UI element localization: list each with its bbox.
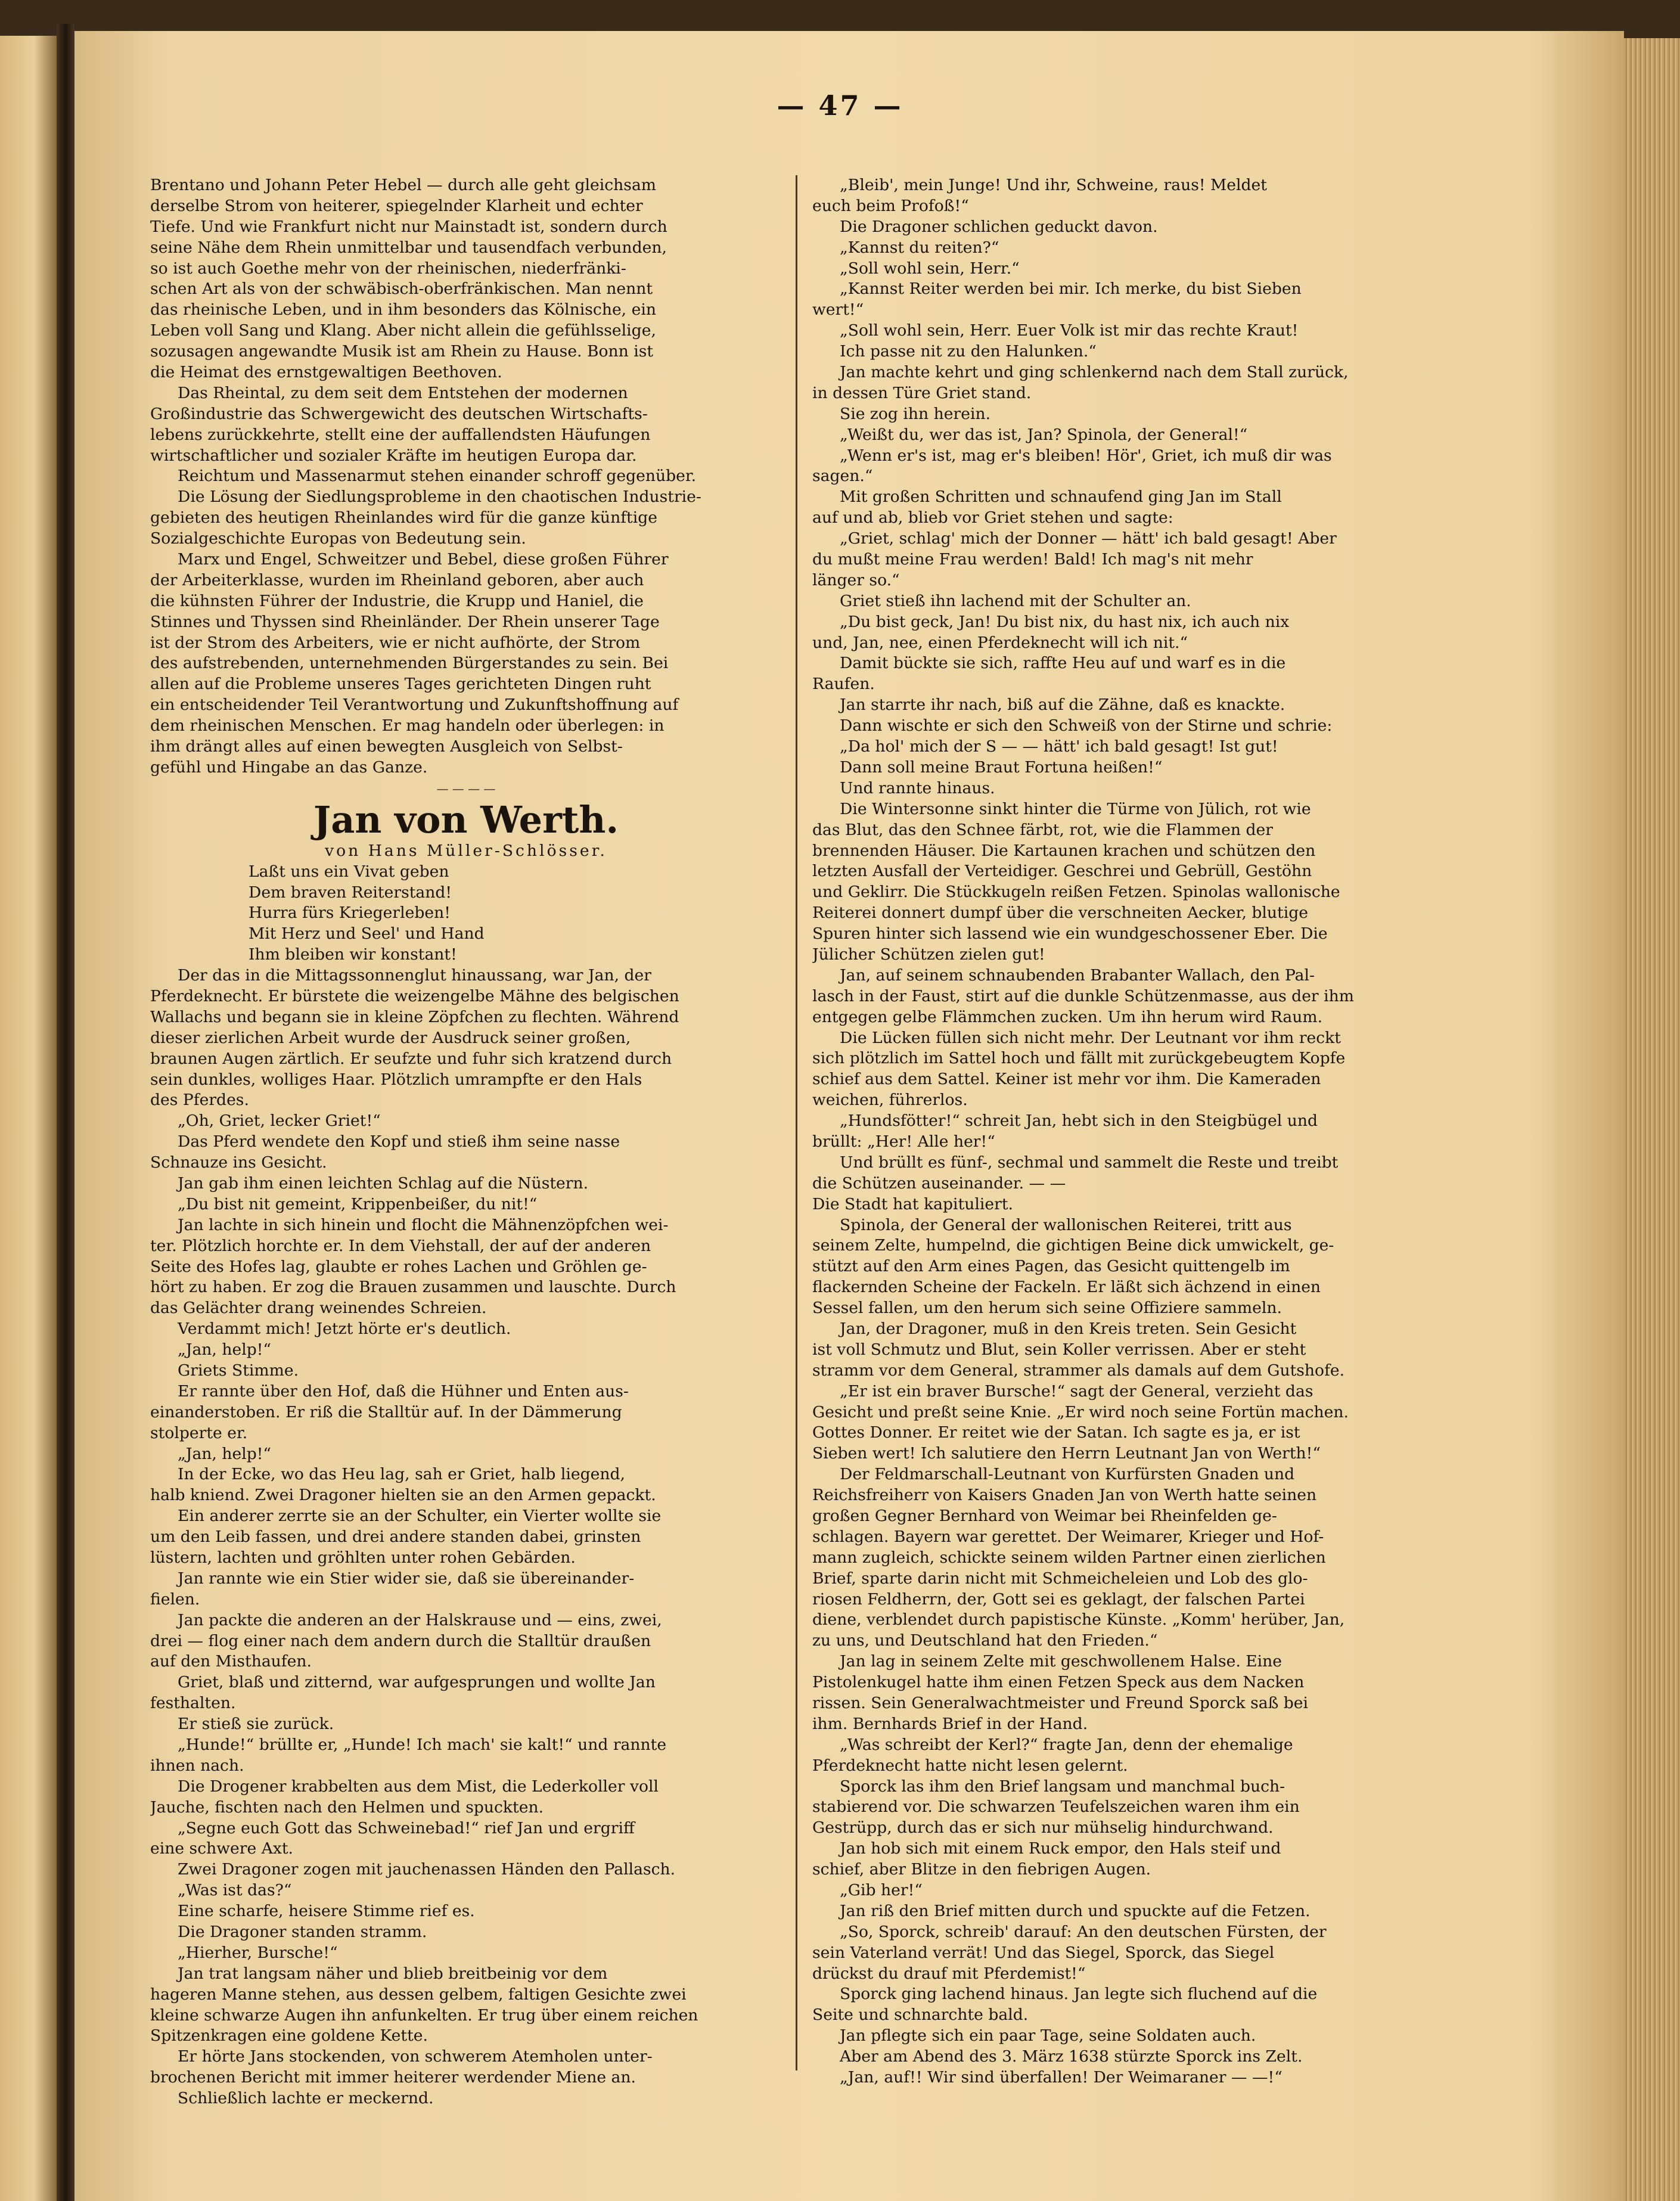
text-line: diene, verblendet durch papistische Künste. „Komm' herüber, Jan, — [812, 1610, 1345, 1629]
text-line: Dann soll meine Braut Fortuna heißen!“ — [840, 758, 1163, 777]
text-line: „Jan, help!“ — [178, 1340, 272, 1359]
text-line: Tiefe. Und wie Frankfurt nicht nur Mainstadt ist, sondern durch — [150, 217, 667, 236]
text-line: „Da hol' mich der S — — hätt' ich bald gesagt! Ist gut! — [840, 737, 1278, 756]
text-line: Sporck las ihm den Brief langsam und manchmal buch- — [840, 1777, 1285, 1796]
text-line: Laßt uns ein Vivat geben — [249, 862, 449, 881]
text-line: großen Gegner Bernhard von Weimar bei Rheinfelden ge- — [812, 1507, 1277, 1525]
text-line: Jan lag in seinem Zelte mit geschwollenem Halse. Eine — [840, 1652, 1282, 1671]
page-stack-edge — [1624, 38, 1680, 2201]
text-line: Ihm bleiben wir konstant! — [249, 945, 457, 964]
text-line: ist voll Schmutz und Blut, sein Koller verrissen. Aber er steht — [812, 1340, 1306, 1359]
text-line: Eine scharfe, heisere Stimme rief es. — [178, 1902, 475, 1921]
text-line: Der das in die Mittagssonnenglut hinaussang, war Jan, der — [178, 966, 651, 985]
text-line: Sessel fallen, um den herum sich seine Offiziere sammeln. — [812, 1299, 1282, 1318]
text-line: „Jan, help!“ — [178, 1444, 272, 1463]
text-line: Er rannte über den Hof, daß die Hühner und Enten aus- — [178, 1382, 629, 1401]
text-line: drückst du drauf mit Pferdemist!“ — [812, 1964, 1086, 1983]
text-line: Griet stieß ihn lachend mit der Schulter an. — [840, 591, 1191, 610]
text-line: die Schützen auseinander. — — — [812, 1174, 1066, 1193]
column-divider — [796, 175, 797, 2070]
text-line: Ich passe nit zu den Halunken.“ — [840, 342, 1097, 361]
text-line: länger so.“ — [812, 570, 900, 589]
text-line: seinem Zelte, humpelnd, die gichtigen Beine dick umwickelt, ge- — [812, 1236, 1334, 1255]
text-line: „Jan, auf!! Wir sind überfallen! Der Weimaraner — —!“ — [840, 2068, 1282, 2087]
text-line: Reichtum und Massenarmut stehen einander schroff gegenüber. — [178, 467, 697, 486]
text-line: des Pferdes. — [150, 1091, 249, 1110]
text-line: Jan rannte wie ein Stier wider sie, daß sie übereinander- — [178, 1569, 635, 1588]
text-line: Jan, der Dragoner, muß in den Kreis treten. Sein Gesicht — [840, 1319, 1297, 1338]
text-line: Seite des Hofes lag, glaubte er rohes Lachen und Gröhlen ge- — [150, 1257, 647, 1276]
text-line: braunen Augen zärtlich. Er seufzte und fuhr sich kratzend durch — [150, 1049, 672, 1068]
text-line: Brentano und Johann Peter Hebel — durch alle geht gleichsam — [150, 176, 657, 194]
text-line: sein dunkles, wolliges Haar. Plötzlich umrampfte er den Hals — [150, 1070, 642, 1089]
text-line: ter. Plötzlich horchte er. In dem Viehstall, der auf der anderen — [150, 1236, 651, 1255]
text-line: stabierend vor. Die schwarzen Teufelszeichen waren ihm ein — [812, 1798, 1300, 1817]
text-line: Mit Herz und Seel' und Hand — [249, 924, 485, 943]
text-line: sein Vaterland verrät! Und das Siegel, Sporck, das Siegel — [812, 1943, 1275, 1962]
text-line: stützt auf den Arm eines Pagen, das Gesicht quittengelb im — [812, 1257, 1290, 1276]
text-line: Großindustrie das Schwergewicht des deutschen Wirtschafts- — [150, 404, 648, 423]
text-line: Jan starrte ihr nach, biß auf die Zähne, daß es knackte. — [840, 696, 1285, 715]
text-line: Ein anderer zerrte sie an der Schulter, ein Vierter wollte sie — [178, 1507, 662, 1526]
text-line: hört zu haben. Er zog die Brauen zusammen und lauschte. Durch — [150, 1278, 676, 1297]
text-line: seine Nähe dem Rhein unmittelbar und tausendfach verbunden, — [150, 238, 667, 257]
text-line: Die Dragoner schlichen geduckt davon. — [840, 217, 1158, 236]
text-line: rissen. Sein Generalwachtmeister und Freund Sporck saß bei — [812, 1694, 1309, 1713]
text-line: schief aus dem Sattel. Keiner ist mehr vor ihm. Die Kameraden — [812, 1070, 1321, 1089]
text-line: Zwei Dragoner zogen mit jauchenassen Händen den Pallasch. — [178, 1860, 676, 1879]
text-line: das Blut, das den Schnee färbt, rot, wie die Flammen der — [812, 820, 1273, 839]
text-line: Pistolenkugel hatte ihm einen Fetzen Speck aus dem Nacken — [812, 1673, 1305, 1692]
text-line: „Bleib', mein Junge! Und ihr, Schweine, raus! Meldet — [840, 176, 1267, 194]
text-line: halb kniend. Zwei Dragoner hielten sie an den Armen gepackt. — [150, 1486, 656, 1505]
text-line: Dann wischte er sich den Schweiß von der Stirne und schrie: — [840, 716, 1333, 735]
text-line: Griet, blaß und zitternd, war aufgesprungen und wollte Jan — [178, 1673, 656, 1692]
book-spine — [57, 24, 74, 2201]
text-line: Sozialgeschichte Europas von Bedeutung sein. — [150, 529, 526, 548]
story-continuation — [812, 175, 1438, 2088]
text-line: Spuren hinter sich lassend wie ein wundgeschossener Eber. Die — [812, 924, 1328, 943]
text-line: Hurra fürs Kriegerleben! — [249, 904, 451, 923]
text-line: Reiterei donnert dumpf über die verschneiten Aecker, blutige — [812, 904, 1308, 923]
section-separator: — — — — — [436, 781, 496, 796]
text-line: Und brüllt es fünf-, sechmal und sammelt die Reste und treibt — [840, 1153, 1339, 1172]
text-line: Brief, sparte darin nicht mit Schmeicheleien und Lob des glo- — [812, 1569, 1308, 1588]
text-line: Die Dragoner standen stramm. — [178, 1923, 427, 1942]
text-line: brochenen Bericht mit immer heiterer werdender Miene an. — [150, 2068, 636, 2087]
text-line: „Gib her!“ — [840, 1881, 923, 1900]
text-line: Jan hob sich mit einem Ruck empor, den Hals steif und — [840, 1839, 1281, 1858]
text-line: zu uns, und Deutschland hat den Frieden.“ — [812, 1631, 1158, 1650]
text-line: flackernden Scheine der Fackeln. Er läßt sich ächzend in einen — [812, 1278, 1321, 1297]
text-line: des aufstrebenden, unternehmenden Bürgerstandes zu sein. Bei — [150, 654, 669, 673]
text-line: gefühl und Hingabe an das Ganze. — [150, 758, 428, 777]
text-line: festhalten. — [150, 1694, 236, 1713]
text-line: weichen, führerlos. — [812, 1091, 968, 1110]
text-line: Seite und schnarchte bald. — [812, 2006, 1029, 2025]
text-line: In der Ecke, wo das Heu lag, sah er Griet, halb liegend, — [178, 1465, 625, 1484]
text-line: euch beim Profoß!“ — [812, 196, 969, 215]
text-line: die Heimat des ernstgewaltigen Beethoven. — [150, 363, 502, 382]
text-line: ist der Strom des Arbeiters, wie er nicht aufhörte, der Strom — [150, 633, 641, 652]
text-line: mann zugleich, schickte seinem wilden Partner einen zierlichen — [812, 1548, 1326, 1567]
text-line: letzten Ausfall der Verteidiger. Geschrei und Gebrüll, Gestöhn — [812, 862, 1312, 881]
text-line: eine schwere Axt. — [150, 1839, 293, 1858]
text-line: wirtschaftlicher und sozialer Kräfte im heutigen Europa dar. — [150, 446, 637, 465]
text-line: „Griet, schlag' mich der Donner — hätt' ich bald gesagt! Aber — [840, 529, 1337, 548]
story-text — [150, 966, 782, 2109]
text-line: wert!“ — [812, 300, 864, 319]
text-line: Reichsfreiherr von Kaisers Gnaden Jan von Werth hatte seinen — [812, 1486, 1317, 1505]
text-line: Sie zog ihn herein. — [840, 404, 991, 423]
text-line: schen Art als von der schwäbisch-oberfränkischen. Man nennt — [150, 280, 653, 299]
text-line: die kühnsten Führer der Industrie, die Krupp und Haniel, die — [150, 591, 644, 610]
text-line: lüstern, lachten und gröhlten unter rohen Gebärden. — [150, 1548, 576, 1567]
text-line: drei — flog einer nach dem andern durch die Stalltür draußen — [150, 1631, 651, 1650]
text-line: fielen. — [150, 1590, 200, 1609]
text-line: Wallachs und begann sie in kleine Zöpfchen zu flechten. Während — [150, 1007, 679, 1026]
text-line: Sieben wert! Ich salutiere den Herrn Leutnant Jan von Werth!“ — [812, 1444, 1321, 1463]
text-line: Er stieß sie zurück. — [178, 1715, 334, 1734]
text-line: lasch in der Faust, stirt auf die dunkle Schützenmasse, aus der ihm — [812, 986, 1354, 1005]
text-line: einanderstoben. Er riß die Stalltür auf. In der Dämmerung — [150, 1402, 622, 1421]
text-line: in dessen Türe Griet stand. — [812, 383, 1032, 402]
text-line: auf den Misthaufen. — [150, 1652, 312, 1671]
text-line: das Gelächter drang weinendes Schreien. — [150, 1299, 487, 1318]
text-line: riosen Feldherrn, der, Gott sei es geklagt, der falschen Partei — [812, 1590, 1305, 1609]
text-line: der Arbeiterklasse, wurden im Rheinland geboren, aber auch — [150, 570, 644, 589]
text-line: „Oh, Griet, lecker Griet!“ — [178, 1112, 381, 1131]
page-number: — 47 — — [777, 89, 903, 122]
text-line: Jan machte kehrt und ging schlenkernd nach dem Stall zurück, — [840, 363, 1349, 382]
text-line: Die Wintersonne sinkt hinter die Türme von Jülich, rot wie — [840, 799, 1311, 818]
text-line: Pferdeknecht hatte nicht lesen gelernt. — [812, 1756, 1128, 1775]
text-line: schief, aber Blitze in den fiebrigen Augen. — [812, 1860, 1151, 1879]
text-line: Jan gab ihm einen leichten Schlag auf die Nüstern. — [178, 1174, 589, 1193]
text-line: „Hunde!“ brüllte er, „Hunde! Ich mach' sie kalt!“ und rannte — [178, 1736, 667, 1755]
text-line: Gesicht und preßt seine Knie. „Er wird noch seine Fortün machen. — [812, 1402, 1349, 1421]
text-line: auf und ab, blieb vor Griet stehen und sagte: — [812, 508, 1173, 527]
text-line: Jan packte die anderen an der Halskrause und — eins, zwei, — [178, 1610, 662, 1629]
text-line: Gestrüpp, durch das er sich nur mühselig hindurchwand. — [812, 1818, 1274, 1837]
text-line: sagen.“ — [812, 467, 873, 486]
text-line: brennenden Häuser. Die Kartaunen krachen und schützen den — [812, 841, 1316, 860]
text-line: Jan riß den Brief mitten durch und spuckte auf die Fetzen. — [840, 1901, 1311, 1920]
text-line: und, Jan, nee, einen Pferdeknecht will ich nit.“ — [812, 633, 1188, 652]
text-line: Jülicher Schützen zielen gut! — [812, 945, 1045, 964]
text-line: allen auf die Probleme unseres Tages gerichteten Dingen ruht — [150, 675, 651, 694]
text-line: ein entscheidender Teil Verantwortung und Zukunftshoffnung auf — [150, 696, 679, 715]
text-line: stolperte er. — [150, 1423, 248, 1442]
text-line: „So, Sporck, schreib' darauf: An den deutschen Fürsten, der — [840, 1922, 1327, 1941]
facing-page-edge — [0, 36, 57, 2201]
text-line: um den Leib fassen, und drei andere standen dabei, grinsten — [150, 1528, 641, 1547]
text-line: Mit großen Schritten und schnaufend ging Jan im Stall — [840, 488, 1282, 507]
intro-text — [150, 175, 782, 778]
text-line: Er hörte Jans stockenden, von schwerem Atemholen unter- — [178, 2047, 653, 2066]
text-line: sozusagen angewandte Musik ist am Rhein zu Hause. Bonn ist — [150, 342, 654, 361]
verse-block — [150, 862, 782, 966]
text-line: Marx und Engel, Schweitzer und Bebel, diese großen Führer — [178, 550, 669, 569]
text-line: Leben voll Sang und Klang. Aber nicht allein die gefühlsselige, — [150, 321, 656, 340]
text-line: Gottes Donner. Er reitet wie der Satan. Ich sagte es ja, er ist — [812, 1423, 1300, 1442]
text-line: derselbe Strom von heiterer, spiegelnder Klarheit und echter — [150, 196, 643, 215]
text-line: Und rannte hinaus. — [840, 778, 995, 797]
text-line: „Du bist geck, Jan! Du bist nix, du hast nix, ich auch nix — [840, 612, 1290, 631]
text-line: hageren Manne stehen, aus dessen gelbem, faltigen Gesichte zwei — [150, 1985, 687, 2004]
story-author: von Hans Müller-Schlösser. — [325, 841, 607, 860]
text-line: „Hierher, Bursche!“ — [178, 1943, 338, 1962]
text-line: „Hundsfötter!“ schreit Jan, hebt sich in den Steigbügel und — [840, 1112, 1318, 1131]
text-line: Pferdeknecht. Er bürstete die weizengelbe Mähne des belgischen — [150, 986, 679, 1005]
text-line: Die Stadt hat kapituliert. — [812, 1194, 1013, 1213]
text-line: „Du bist nit gemeint, Krippenbeißer, du nit!“ — [178, 1194, 538, 1213]
text-line: ihnen nach. — [150, 1756, 244, 1775]
text-line: ihm drängt alles auf einen bewegten Ausgleich von Selbst- — [150, 737, 623, 756]
text-line: Raufen. — [812, 675, 875, 694]
text-line: Die Drogener krabbelten aus dem Mist, die Lederkoller voll — [178, 1777, 659, 1796]
text-line: brüllt: „Her! Alle her!“ — [812, 1132, 995, 1151]
text-line: „Soll wohl sein, Herr. Euer Volk ist mir das rechte Kraut! — [840, 321, 1299, 340]
text-line: „Was ist das?“ — [178, 1881, 292, 1900]
text-line: „Kannst Reiter werden bei mir. Ich merke, du bist Sieben — [840, 280, 1302, 299]
text-line: Spitzenkragen eine goldene Kette. — [150, 2026, 428, 2045]
text-line: „Soll wohl sein, Herr.“ — [840, 259, 1020, 278]
text-line: gebieten des heutigen Rheinlandes wird für die ganze künftige — [150, 508, 657, 527]
text-line: Die Lösung der Siedlungsprobleme in den chaotischen Industrie- — [178, 488, 701, 507]
right-column — [812, 175, 1438, 2088]
text-line: Schließlich lachte er meckernd. — [178, 2089, 434, 2108]
story-title: Jan von Werth. — [313, 797, 619, 842]
text-line: Der Feldmarschall-Leutnant von Kurfürsten Gnaden und — [840, 1465, 1295, 1484]
text-line: „Wenn er's ist, mag er's bleiben! Hör', Griet, ich muß dir was — [840, 446, 1332, 465]
text-line: Schnauze ins Gesicht. — [150, 1153, 327, 1172]
text-line: stramm vor dem General, strammer als damals auf dem Gutshofe. — [812, 1361, 1345, 1380]
text-line: schlagen. Bayern war gerettet. Der Weimarer, Krieger und Hof- — [812, 1527, 1324, 1546]
text-line: lebens zurückkehrte, stellt eine der auffallendsten Häufungen — [150, 425, 651, 444]
text-line: „Kannst du reiten?“ — [840, 238, 999, 257]
left-column — [150, 175, 782, 2109]
text-line: Griets Stimme. — [178, 1361, 299, 1380]
text-line: und Geklirr. Die Stückkugeln reißen Fetzen. Spinolas wallonische — [812, 883, 1340, 902]
text-line: Sporck ging lachend hinaus. Jan legte sich fluchend auf die — [840, 1985, 1318, 2004]
text-line: Das Rheintal, zu dem seit dem Entstehen der modernen — [178, 383, 628, 402]
text-line: kleine schwarze Augen ihn anfunkelten. Er trug über einem reichen — [150, 2006, 698, 2025]
text-line: sich plötzlich im Sattel hoch und fällt mit zurückgebeugtem Kopfe — [812, 1049, 1346, 1068]
text-line: ihm. Bernhards Brief in der Hand. — [812, 1714, 1088, 1733]
text-line: das rheinische Leben, und in ihm besonders das Kölnische, ein — [150, 300, 656, 319]
text-line: „Segne euch Gott das Schweinebad!“ rief Jan und ergriff — [178, 1818, 635, 1837]
text-line: entgegen gelbe Flämmchen zucken. Um ihn herum wird Raum. — [812, 1007, 1323, 1026]
text-line: dem rheinischen Menschen. Er mag handeln oder überlegen: in — [150, 716, 664, 735]
text-line: Jan, auf seinem schnaubenden Brabanter Wallach, den Pal- — [840, 966, 1315, 985]
text-line: Das Pferd wendete den Kopf und stieß ihm seine nasse — [178, 1132, 620, 1151]
text-line: Aber am Abend des 3. März 1638 stürzte Sporck ins Zelt. — [840, 2047, 1303, 2066]
text-line: Damit bückte sie sich, raffte Heu auf und warf es in die — [840, 654, 1286, 673]
text-line: „Weißt du, wer das ist, Jan? Spinola, der General!“ — [840, 425, 1248, 444]
text-line: Die Lücken füllen sich nicht mehr. Der Leutnant vor ihm reckt — [840, 1028, 1341, 1047]
text-line: du mußt meine Frau werden! Bald! Ich mag's nit mehr — [812, 550, 1253, 569]
text-line: Jan pflegte sich ein paar Tage, seine Soldaten auch. — [840, 2026, 1256, 2045]
text-line: Dem braven Reiterstand! — [249, 883, 452, 902]
text-line: Jauche, fischten nach den Helmen und spuckten. — [150, 1798, 544, 1817]
text-line: „Er ist ein braver Bursche!“ sagt der General, verzieht das — [840, 1382, 1313, 1401]
text-line: Spinola, der General der wallonischen Reiterei, tritt aus — [840, 1215, 1292, 1234]
text-line: so ist auch Goethe mehr von der rheinischen, niederfränki- — [150, 259, 626, 278]
text-line: dieser zierlichen Arbeit wurde der Ausdruck seiner großen, — [150, 1028, 631, 1047]
text-line: Verdammt mich! Jetzt hörte er's deutlich. — [178, 1320, 511, 1339]
text-line: Jan trat langsam näher und blieb breitbeinig vor dem — [178, 1964, 608, 1983]
text-line: Jan lachte in sich hinein und flocht die Mähnenzöpfchen wei- — [178, 1215, 669, 1234]
text-line: „Was schreibt der Kerl?“ fragte Jan, denn der ehemalige — [840, 1735, 1293, 1754]
text-line: Stinnes und Thyssen sind Rheinländer. Der Rhein unserer Tage — [150, 612, 660, 631]
